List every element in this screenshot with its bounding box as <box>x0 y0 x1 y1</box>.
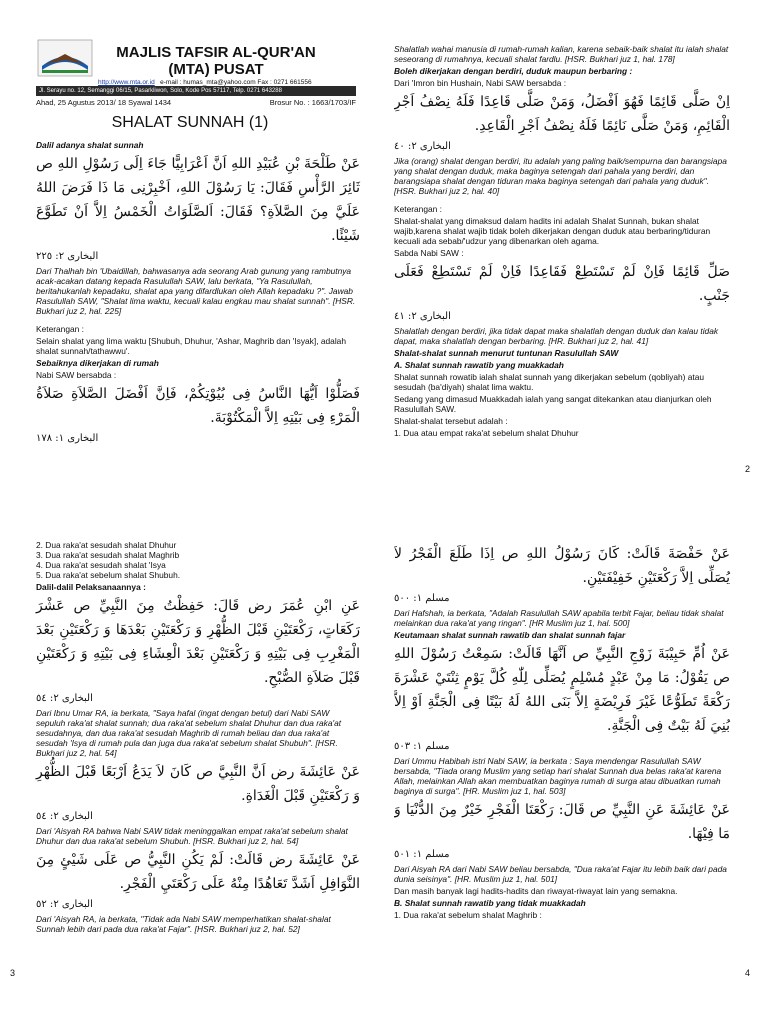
paragraph: Shalat sunnah rowatib ialah shalat sunnah yang dikerjakan sebelum (qobliyah) atau sesudah (ba'diyah) shalat lima waktu. <box>394 372 705 392</box>
paragraph: Dan masih banyak lagi hadits-hadits dan riwayat-riwayat lain yang semakna. <box>394 886 678 896</box>
page-2-content <box>394 42 730 440</box>
hadith-translation: Dari 'Aisyah RA, ia berkata, "Tidak ada Nabi SAW memperhatikan shalat-shalat Sunnah lebih dari pada dua raka'at Fajar". [HSR. Bukhari juz 2, hal. 52] <box>36 914 331 934</box>
page-2 <box>394 6 762 512</box>
hadith-intro: Sabda Nabi SAW : <box>394 248 464 258</box>
arabic-hadith: عَنْ طَلْحَةَ بْنِ عُبَيْدِ اللهِ اَنَّ اَعْرَابِيًّا جَاءَ اِلَى رَسُوْلِ اللهِ ص ثَائِرَ الرَّأْسِ فَقَالَ: يَا رَسُوْلَ اللهِ، اَخْبِرْنِى مَا ذَا فَرَضَ اللهُ عَلَيَّ مِنَ الصَّلاَةِ؟ فَقَالَ: اَلصَّلَوَاتُ الْخَمْسُ اِلاَّ اَنْ تَطَوَّعَ شَيْئًا. <box>36 156 360 244</box>
section-heading: Dalil adanya shalat sunnah <box>36 140 144 150</box>
arabic-hadith: فَصَلُّوْا اَيُّهَا النَّاسُ فِى بُيُوْتِكُمْ، فَاِنَّ اَفْضَلَ الصَّلاَةِ صَلاَةُ الْمَرْءِ فِى بَيْتِهِ اِلاَّ الْمَكْتُوْبَةَ. <box>36 386 360 426</box>
arabic-hadith: عَنْ عَائِشَةَ رض قَالَتْ: لَمْ يَكُنِ النَّبِيُّ ص عَلَى شَيْئٍ مِنَ النَّوَافِلِ اَشَدَّ تَعَاهُدًا مِنْهُ عَلَى رَكْعَتَيِ الْفَجْرِ. <box>36 852 360 892</box>
hadith-translation: Shalatlah wahai manusia di rumah-rumah kalian, karena sebaik-baik shalat itu ialah shalat seseorang di rumahnya, kecuali shalat fardlu. [HSR. Bukhari juz 1, hal. 178] <box>394 44 729 64</box>
org-title <box>94 44 338 78</box>
list-item: 3. Dua raka'at sesudah shalat Maghrib <box>36 550 180 560</box>
contact-info: e-mail : humas_mta@yahoo.com Fax : 0271 661556 <box>160 79 312 86</box>
list-item: 4. Dua raka'at sesudah shalat 'Isya <box>36 560 166 570</box>
hadith-reference: مسلم ١: ٥٠١ <box>394 849 450 860</box>
hadith-intro: Nabi SAW bersabda : <box>36 370 117 380</box>
section-heading: Shalat-shalat sunnah menurut tuntunan Rasulullah SAW <box>394 348 619 358</box>
website-link[interactable]: http://www.mta.or.id <box>98 79 155 86</box>
list-item: 1. Dua atau empat raka'at sebelum shalat Dhuhur <box>394 428 579 438</box>
arabic-hadith: اِنْ صَلَّى قَائِمًا فَهُوَ اَفْضَلُ، وَمَنْ صَلَّى قَاعِدًا فَلَهُ نِصْفُ اَجْرِ الْقَائِمِ، وَمَنْ صَلَّى نَائِمًا فَلَهُ نِصْفُ اَجْرِ الْقَاعِدِ. <box>394 94 730 134</box>
keterangan-label: Keterangan : <box>394 204 442 214</box>
page-4 <box>394 532 762 1020</box>
hadith-translation: Dari Aisyah RA dari Nabi SAW beliau bersabda, "Dua raka'at Fajar itu lebih baik dari pada dunia seisinya". [HR. Muslim juz 1, hal. 501] <box>394 864 727 884</box>
paragraph: Shalat-shalat tersebut adalah : <box>394 416 508 426</box>
arabic-hadith: عَنْ اُمِّ حَبِيْبَةَ زَوْجِ النَّبِيِّ ص اَنَّهَا قَالَتْ: سَمِعْتُ رَسُوْلَ اللهِ ص يَقُوْلُ: مَا مِنْ عَبْدٍ مُسْلِمٍ يُصَلِّى لِلّٰهِ كُلَّ يَوْمٍ ثِنْتَيْ عَشْرَةَ رَكْعَةً تَطَوُّعًا غَيْرَ فَرِيْضَةٍ اِلاَّ بَنَى اللهُ لَهُ بَيْتًا فِى الْجَنَّةِ اَوْ اِلاَّ بُنِيَ لَهُ بَيْتٌ فِى الْجَنَّةِ. <box>394 646 730 734</box>
keterangan-text: Shalat-shalat yang dimaksud dalam hadits ini adalah Shalat Sunnah, bukan shalat wajib,karena shalat wajib tidak boleh dikerjakan dengan duduk atau berbaring/tiduran kecuali ada sebab/'udzur yang dibenarkan oleh agama. <box>394 216 711 246</box>
hadith-intro: Dari 'Imron bin Hushain, Nabi SAW bersabda : <box>394 78 567 88</box>
keterangan-text: Selain shalat yang lima waktu [Shubuh, Dhuhur, 'Ashar, Maghrib dan 'Isyak], adalah shalat sunnah/tathawwu'. <box>36 336 347 356</box>
address-bar: Jl. Serayu no. 12, Semanggi 06/15, Pasarkliwon, Solo, Kode Pos 57117, Telp. 0271 643288 <box>36 86 356 96</box>
hadith-translation: Dari 'Aisyah RA bahwa Nabi SAW tidak meninggalkan empat raka'at sebelum shalat Dhuhur dan dua raka'at sebelum Shubuh. [HSR. Bukhari juz 2, hal. 54] <box>36 826 348 846</box>
date-line: Ahad, 25 Agustus 2013/ 18 Syawal 1434 <box>36 98 172 107</box>
hadith-reference: البخارى ٢: ٥٤ <box>36 811 93 822</box>
subsection-heading: A. Shalat sunnah rawatib yang muakkadah <box>394 360 564 370</box>
hadith-translation: Dari Thalhah bin 'Ubaidillah, bahwasanya ada seorang Arab gunung yang rambutnya acak-acakan datang kepada Rasulullah SAW, lalu berkata, "Ya Rasulullah, beritahukanlah kepadaku, shalat apa yang difardlukan oleh Allah kepadaku ?". Jawab Rasulullah SAW, "Shalat lima waktu, kecuali kalau engkau mau shalat sunnah". [HSR. Bukhari juz 2, hal. 225] <box>36 266 356 316</box>
hadith-translation: Dari Ibnu Umar RA, ia berkata, "Saya hafal (ingat dengan betul) dari Nabi SAW sepuluh raka'at shalat sunnah; dua raka'at sebelum shalat Dhuhur dan dua raka'at sesudahnya, dan dua raka'at sesudah Maghrib di rumah beliau dan dua raka'at sesudah 'Isya di rumah pula dan juga dua raka'at sebelum shalat Shubuh". [HSR. Bukhari juz 2, hal. 54] <box>36 708 342 758</box>
arabic-hadith: عَنْ عَائِشَةَ رض اَنَّ النَّبِيَّ ص كَانَ لاَ يَدَعُ اَرْبَعًا قَبْلَ الظُّهْرِ وَ رَكْعَتَيْنِ قَبْلَ الْغَدَاةِ. <box>36 764 360 804</box>
page-title: SHALAT SUNNAH (1) <box>111 114 269 131</box>
page-1 <box>6 6 374 512</box>
org-title-line-1: MAJLIS TAFSIR AL-QUR'AN <box>116 44 316 61</box>
brosur-number: Brosur No. : 1663/1703/IF <box>269 98 356 107</box>
list-item: 5. Dua raka'at sebelum shalat Shubuh. <box>36 570 181 580</box>
hadith-reference: مسلم ١: ٥٠٣ <box>394 741 450 752</box>
hadith-translation: Dari Hafshah, ia berkata, "Adalah Rasulullah SAW apabila terbit Fajar, beliau tidak shalat melainkan dua raka'at yang ringan". [HR Muslim juz 1, hal. 500] <box>394 608 724 628</box>
section-heading: Keutamaan shalat sunnah rawatib dan shalat sunnah fajar <box>394 630 626 640</box>
list-item: 2. Dua raka'at sesudah shalat Dhuhur <box>36 540 177 550</box>
keterangan-label: Keterangan : <box>36 324 84 334</box>
hadith-reference: مسلم ١: ٥٠٠ <box>394 593 450 604</box>
hadith-reference: البخارى ٢: ٢٢٥ <box>36 251 99 262</box>
page-4-content <box>394 540 730 922</box>
page-number: 4 <box>744 968 750 978</box>
org-title-line-2: (MTA) PUSAT <box>168 61 264 78</box>
hadith-reference: البخارى ٢: ٥٤ <box>36 693 93 704</box>
subsection-heading: B. Shalat sunnah rawatib yang tidak muakkadah <box>394 898 586 908</box>
list-item: 1. Dua raka'at sebelum shalat Maghrib : <box>394 910 542 920</box>
hadith-translation: Jika (orang) shalat dengan berdiri, itu adalah yang paling baik/sempurna dan barangsiapa yang shalat dengan duduk, maka baginya setengah dari pahala yang berdiri, dan barangsiapa shalat dengan tiduran maka baginya setengah dari pahala yang duduk". [HSR. Bukhari juz 2, hal. 40] <box>394 156 727 196</box>
page-1-content <box>36 138 360 448</box>
section-heading: Sebaiknya dikerjakan di rumah <box>36 358 159 368</box>
arabic-hadith: عَنْ حَفْصَةَ قَالَتْ: كَانَ رَسُوْلُ اللهِ ص اِذَا طَلَعَ الْفَجْرُ لاَ يُصَلِّى اِلاَّ رَكْعَتَيْنِ خَفِيْفَتَيْنِ. <box>394 546 730 586</box>
hadith-translation: Shalatlah dengan berdiri, jika tidak dapat maka shalatlah dengan duduk dan kalau tidak dapat, maka shalatlah dengan berbaring. [HR. Bukhari juz 2, hal. 41] <box>394 326 719 346</box>
page-number: 3 <box>10 968 16 978</box>
arabic-hadith: عَنِ ابْنِ عُمَرَ رض قَالَ: حَفِظْتُ مِنَ النَّبِيِّ ص عَشْرَ رَكَعَاتٍ، رَكْعَتَيْنِ قَبْلَ الظُّهْرِ وَ رَكْعَتَيْنِ بَعْدَهَا وَ رَكْعَتَيْنِ بَعْدَ الْمَغْرِبِ فِى بَيْتِهِ وَ رَكْعَتَيْنِ بَعْدَ الْعِشَاءِ فِى بَيْتِهِ وَ رَكْعَتَيْنِ قَبْلَ صَلاَةِ الصُّبْحِ. <box>36 598 360 686</box>
arabic-hadith: صَلِّ قَائِمًا فَاِنْ لَمْ تَسْتَطِعْ فَقَاعِدًا فَاِنْ لَمْ تَسْتَطِعْ فَعَلَى جَنْبٍ. <box>394 264 730 304</box>
mta-logo <box>36 38 94 78</box>
page-3 <box>6 532 374 1020</box>
arabic-hadith: عَنْ عَائِشَةَ عَنِ النَّبِيِّ ص قَالَ: رَكْعَتَا الْفَجْرِ خَيْرٌ مِنَ الدُّنْيَا وَ مَا فِيْهَا. <box>394 802 730 842</box>
hadith-reference: البخارى ٢: ٤٠ <box>394 141 451 152</box>
hadith-translation: Dari Ummu Habibah istri Nabi SAW, ia berkata : Saya mendengar Rasulullah SAW bersabda, "Tiada orang Muslim yang setiap hari shalat Sunnah dua belas raka'at karena Allah, melainkan Allah akan membuatkan baginya rumah di surga atau dibuatkan rumah baginya di surga". [HR. Muslim juz 1, hal. 503] <box>394 756 722 796</box>
page-number: 2 <box>744 464 750 474</box>
page-3-content <box>36 540 360 936</box>
hadith-reference: البخارى ١: ١٧٨ <box>36 433 99 444</box>
paragraph: Sedang yang dimasud Muakkadah ialah yang sangat ditekankan atau dianjurkan oleh Rasulullah SAW. <box>394 394 712 414</box>
hadith-reference: البخارى ٢: ٥٢ <box>36 899 93 910</box>
section-heading: Dalil-dalil Pelaksanaannya : <box>36 582 146 592</box>
section-heading: Boleh dikerjakan dengan berdiri, duduk maupun berbaring : <box>394 66 633 76</box>
hadith-reference: البخارى ٢: ٤١ <box>394 311 451 322</box>
